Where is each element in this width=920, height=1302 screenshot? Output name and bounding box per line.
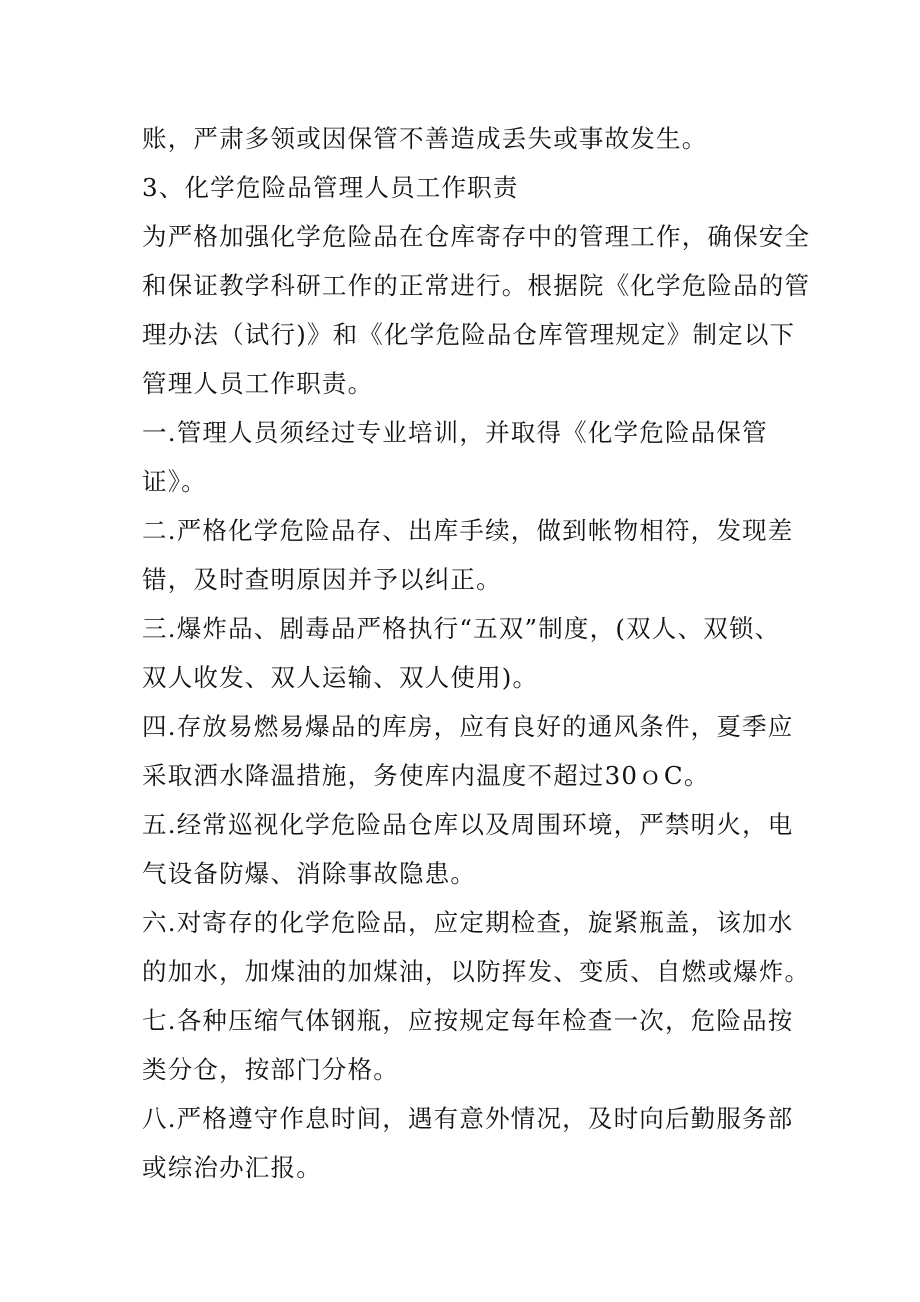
- text-line: 错，及时查明原因并予以纠正。: [142, 565, 502, 594]
- section-heading: 3、化学危险品管理人员工作职责: [142, 173, 519, 202]
- text-line: 的加水，加煤油的加煤油，以防挥发、变质、自燃或爆炸。: [142, 957, 811, 986]
- document-body: [142, 114, 811, 1192]
- text-line: 双人收发、双人运输、双人使用)。: [142, 663, 539, 692]
- text-line: 采取洒水降温措施，务使库内温度不超过30ｏC。: [142, 761, 710, 790]
- text-line: 理办法（试行)》和《化学危险品仓库管理规定》制定以下: [142, 320, 796, 349]
- text-line: 为严格加强化学危险品在仓库寄存中的管理工作，确保安全: [142, 222, 811, 251]
- text-line: 管理人员工作职责。: [142, 369, 374, 398]
- list-item: 六.对寄存的化学危险品，应定期检查，旋紧瓶盖，该加水: [142, 908, 794, 937]
- list-item: 四.存放易燃易爆品的库房，应有良好的通风条件，夏季应: [142, 712, 794, 741]
- list-item: 一.管理人员须经过专业培训，并取得《化学危险品保管: [142, 418, 768, 447]
- text-line: 账，严肃多领或因保管不善造成丢失或事故发生。: [142, 124, 708, 153]
- list-item: 二.严格化学危险品存、出库手续，做到帐物相符，发现差: [142, 516, 794, 545]
- list-item: 五.经常巡视化学危险品仓库以及周围环境，严禁明火，电: [142, 810, 794, 839]
- text-line: 类分仓，按部门分格。: [142, 1055, 399, 1084]
- text-line: 气设备防爆、消除事故隐患。: [142, 859, 477, 888]
- list-item: 七.各种压缩气体钢瓶，应按规定每年检查一次，危险品按: [142, 1006, 794, 1035]
- list-item: 三.爆炸品、剧毒品严格执行“五双”制度，(双人、双锁、: [142, 614, 781, 643]
- text-line: 或综治办汇报。: [142, 1153, 322, 1182]
- list-item: 八.严格遵守作息时间，遇有意外情况，及时向后勤服务部: [142, 1104, 794, 1133]
- text-line: 和保证教学科研工作的正常进行。根据院《化学危险品的管: [142, 271, 811, 300]
- text-line: 证》。: [142, 467, 207, 496]
